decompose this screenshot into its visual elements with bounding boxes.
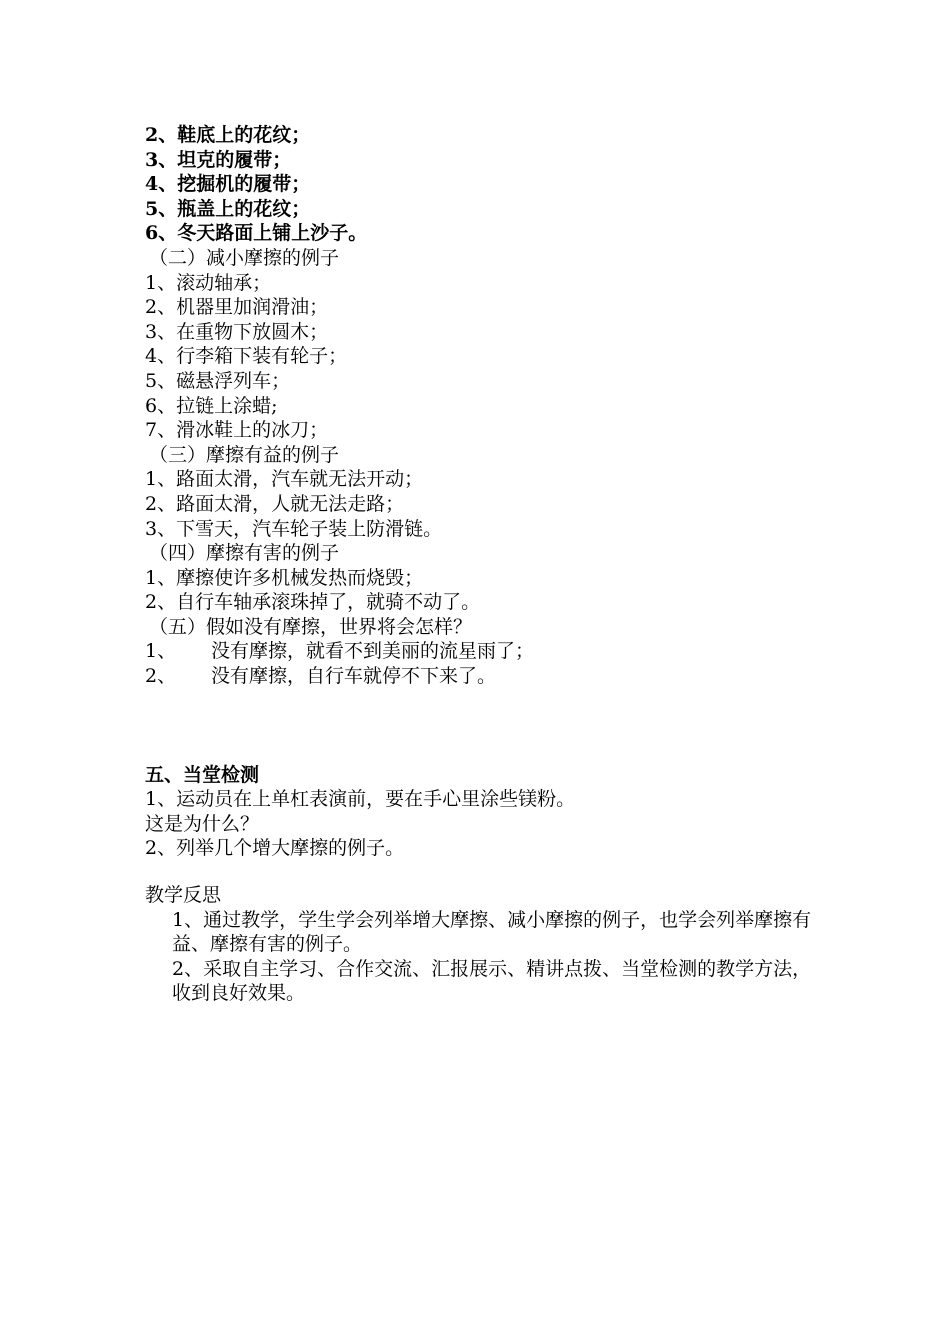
reflection-heading: 教学反思	[145, 884, 222, 907]
check-line-3: 2、列举几个增大摩擦的例子。	[145, 837, 405, 860]
check-heading: 五、当堂检测	[145, 763, 260, 786]
reduce-item-4: 4、行李箱下装有轮子；	[145, 345, 348, 368]
reflection-item-2: 2、采取自主学习、合作交流、汇报展示、精讲点拨、当堂检测的教学方法，收到良好效果。	[172, 957, 812, 1005]
reduce-item-1: 1、滚动轴承；	[145, 271, 272, 294]
beneficial-item-1: 1、路面太滑，汽车就无法开动；	[145, 468, 424, 491]
reflection-item-1: 1、通过教学，学生学会列举增大摩擦、减小摩擦的例子，也学会列举摩擦有益、摩擦有害的例子。	[172, 908, 812, 956]
reduce-item-2: 2、机器里加润滑油；	[145, 296, 329, 319]
section-spacer	[145, 689, 825, 763]
increase-example-6: 6、冬天路面上铺上沙子。	[145, 222, 368, 245]
list-text: 没有摩擦，自行车就停不下来了。	[211, 665, 497, 688]
check-line-1: 1、运动员在上单杠表演前，要在手心里涂些镁粉。	[145, 788, 576, 811]
no-friction-item-1	[145, 639, 825, 664]
increase-example-5: 5、瓶盖上的花纹；	[145, 197, 311, 220]
beneficial-heading: （三）摩擦有益的例子	[149, 443, 340, 466]
increase-example-3: 3、坦克的履带；	[145, 148, 292, 171]
list-text: 没有摩擦，就看不到美丽的流星雨了；	[211, 640, 535, 663]
harmful-item-1: 1、摩擦使许多机械发热而烧毁；	[145, 566, 424, 589]
section-spacer	[145, 861, 825, 883]
reduce-item-5: 5、磁悬浮列车；	[145, 369, 291, 392]
reduce-item-6: 6、拉链上涂蜡;	[145, 394, 278, 417]
reduce-item-3: 3、在重物下放圆木；	[145, 320, 329, 343]
check-line-2: 这是为什么？	[145, 812, 260, 835]
reduce-item-7: 7、滑冰鞋上的冰刀；	[145, 419, 329, 442]
list-number: 1、	[145, 640, 177, 663]
increase-example-2: 2、鞋底上的花纹；	[145, 124, 311, 146]
beneficial-item-3: 3、下雪天，汽车轮子装上防滑链。	[145, 517, 443, 540]
beneficial-item-2: 2、路面太滑，人就无法走路；	[145, 492, 405, 515]
harmful-heading: （四）摩擦有害的例子	[149, 542, 340, 565]
document-page	[145, 123, 825, 1006]
increase-example-4: 4、挖掘机的履带；	[145, 173, 311, 196]
harmful-item-2: 2、自行车轴承滚珠掉了，就骑不动了。	[145, 591, 481, 614]
no-friction-heading: （五）假如没有摩擦，世界将会怎样？	[149, 615, 473, 638]
reduce-heading: （二）减小摩擦的例子	[149, 246, 340, 269]
list-number: 2、	[145, 665, 177, 688]
no-friction-item-2	[145, 664, 825, 689]
